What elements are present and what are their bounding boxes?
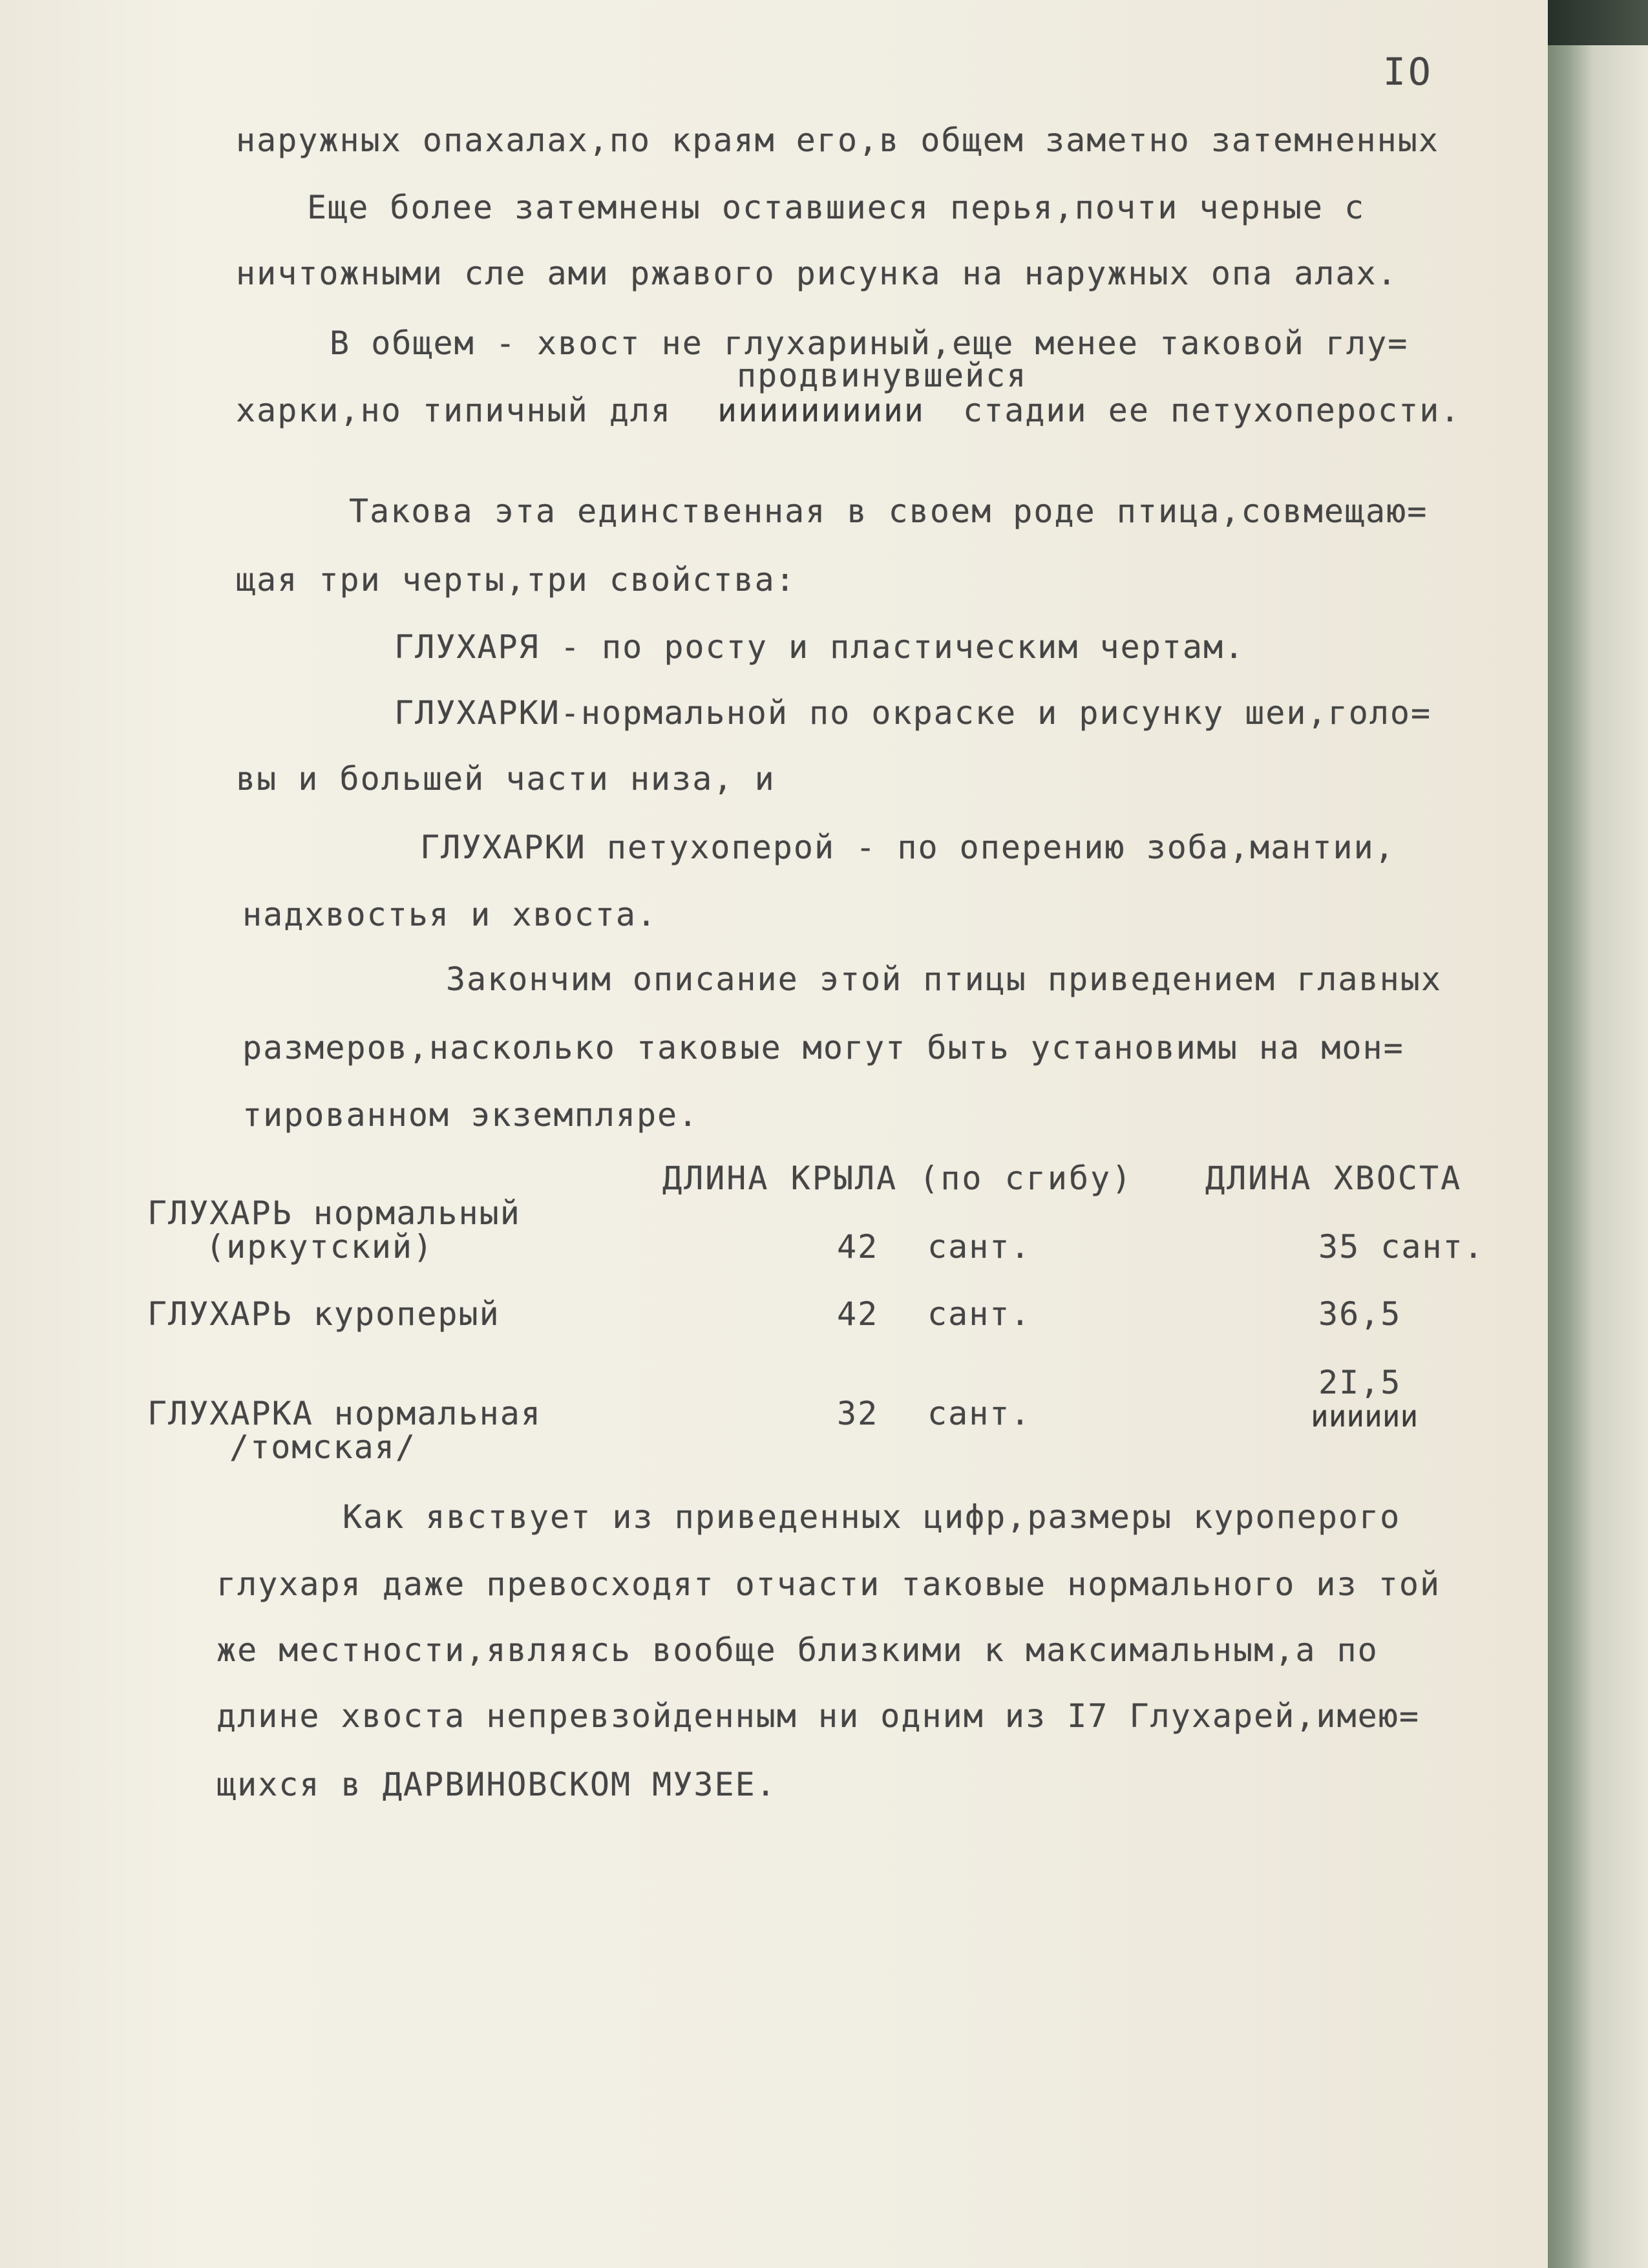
paragraph4-line1: Закончим описание этой птицы приведением главных [446,960,1442,998]
row1-tail-value: 35 сант. [1318,1228,1484,1266]
scan-background [1548,0,1648,2268]
handwritten-insertion: продвинувшейся [737,357,1028,394]
trait3-line2: надхвостья и хвоста. [242,896,658,933]
paragraph1-line1: наружных опахалах,по краям его,в общем заметно затемненных [236,122,1439,159]
row3-locality: /томская/ [229,1428,416,1466]
row2-wing-value: 42 [837,1295,879,1333]
paragraph5-line2: глухаря даже превосходят отчасти таковые нормального из той [217,1565,1441,1603]
paragraph2-line1: В общем - хвост не глухариный,еще менее таковой глу= [330,324,1409,362]
row1-locality: (иркутский) [206,1228,434,1266]
paragraph5-line3: же местности,являясь вообще близкими к максимальным,а по [217,1631,1379,1669]
page-number: IO [1383,50,1433,94]
paragraph3-line2: щая три черты,три свойства: [236,561,796,599]
row3-wing-value: 32 [837,1395,879,1432]
trait1: ГЛУХАРЯ - по росту и пластическим чертам. [394,628,1245,666]
row3-wing-unit: сант. [927,1395,1031,1432]
row2-tail-value: 36,5 [1318,1295,1402,1333]
paragraph3-line1: Такова эта единственная в своем роде птица,совмещаю= [349,493,1428,530]
paragraph1-line2: Еще более затемнены оставшиеся перья,почти черные с [307,189,1366,226]
scan-background-corner [1548,0,1648,45]
paragraph5-line5: щихся в ДАРВИНОВСКОМ МУЗЕЕ. [217,1766,777,1803]
paragraph4-line3: тированном экземпляре. [242,1096,699,1134]
trait3-line1: ГЛУХАРКИ петухоперой - по оперению зоба,мантии, [420,829,1395,866]
row3-name: ГЛУХАРКА нормальная [147,1395,542,1432]
row1-wing-unit: сант. [927,1228,1031,1266]
trait2-line2: вы и большей части низа, и [236,760,776,798]
header-wing-length: ДЛИНА КРЫЛА (по сгибу) [662,1160,1134,1197]
row3-tail-value: 2I,5 [1318,1364,1402,1401]
row1-wing-value: 42 [837,1228,879,1266]
row3-tail-struck: ииииии [1311,1399,1419,1434]
paragraph2-line2-end: стадии ее петухоперости. [963,392,1461,429]
paragraph5-line4: длине хвоста непревзойденным ни одним из I7 Глухарей,имею= [217,1697,1420,1735]
paragraph5-line1: Как явствует из приведенных цифр,размеры куроперого [343,1498,1401,1536]
struck-out-word: ииииииииии [717,392,925,429]
paragraph1-line3: ничтожными сле ами ржавого рисунка на наружных опа алах. [236,255,1398,292]
paragraph4-line2: размеров,насколько таковые могут быть установимы на мон= [242,1029,1404,1066]
row1-name: ГЛУХАРЬ нормальный [147,1194,521,1232]
row2-wing-unit: сант. [927,1295,1031,1333]
trait2-line1: ГЛУХАРКИ-нормальной по окраске и рисунку шеи,голо= [394,694,1432,732]
row2-name: ГЛУХАРЬ куроперый [147,1295,500,1333]
paragraph2-line2-start: харки,но типичный для [236,392,672,429]
header-tail-length: ДЛИНА ХВОСТА [1205,1160,1463,1197]
